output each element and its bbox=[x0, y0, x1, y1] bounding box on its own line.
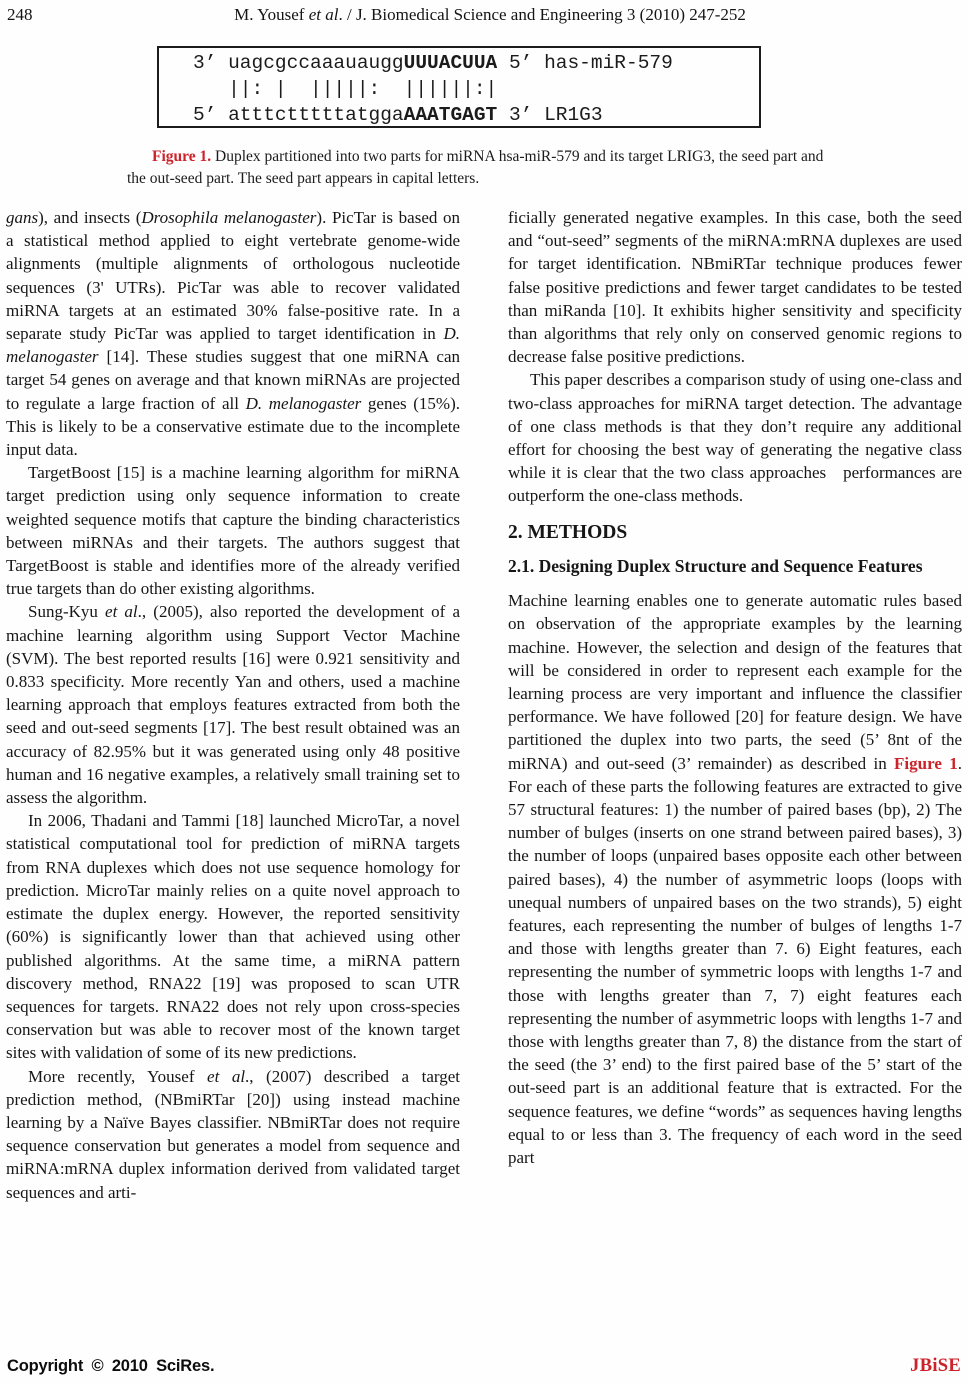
running-title bbox=[40, 5, 940, 25]
italic-text: D. melanogaster bbox=[6, 324, 460, 367]
alignment-line bbox=[193, 50, 759, 76]
body-column-right bbox=[508, 206, 962, 1169]
text-run: ., (2005), also reported the development of a machine learning algorithm using Support Vector Machine (SVM). The best reported results [16] were 0.921 sensitivity and 0.833 specificity. More recently Yan and others, used a machine learning approach that employs features extracted from both the seed and out-seed segments [17]. The best result obtained was an accuracy of 82.95% but it was generated using only 48 positive human and 16 negative examples, a relatively small training set to assess the algorithm. bbox=[6, 602, 460, 808]
footer-copyright: Copyright © 2010 SciRes. bbox=[7, 1357, 215, 1375]
text-run: ficially generated negative examples. In this case, both the seed and “out-seed” segments of the miRNA:mRNA duplexes are used for target identification. NBmiRTar technique produces fewer false positive predictions and fewer target candidates to be tested than miRanda [10]. It exhibits higher sensitivity and specificity than algorithms that rely only on conserved genomic regions to decrease false positive predictions. bbox=[508, 208, 962, 367]
text-run: TargetBoost [15] is a machine learning algorithm for miRNA target prediction using only sequence information to create weighted sequence motifs that capture the binding characteristics between miRNAs and their targets. The authors suggest that TargetBoost is stable and identifies more of the already verified true targets than do other existing algorithms. bbox=[6, 463, 460, 599]
body-column-left bbox=[6, 206, 460, 1204]
italic-text: et al bbox=[308, 5, 339, 24]
text-run: [14]. These studies suggest that one miRNA can target 54 genes on average and that known miRNAs are projected to regulate a large fraction of all bbox=[6, 347, 460, 413]
text-run: . For each of these parts the following features are extracted to give 57 structural features: 1) the number of paired bases (bp), 2) The number of bulges (inserts on one strand between paired bases), 3) the number of loops (unpaired bases opposite each other between paired bases), 4) the number of asymmetric loops (loops with unequal numbers of unpaired bases on the two strands), 5) eight features, each representing the number of bulges of lengths 1-7 and those with lengths greater than 7. 6) Eight features, each representing the number of symmetric loops with lengths 1-7 and those with lengths greater than 7, 7) eight features each representing the number of asymmetric loops with lengths 1-7 and those with lengths greater than 7, 8) the distance from the start of the seed (the 3’ end) to the first paired base of the 5’ start of the out-seed part is an additional feature that is extracted. For the sequence features, we define “words” as sequences having lengths equal to or less than 3. The frequency of each word in the seed part bbox=[508, 753, 962, 1168]
section-heading: 2. METHODS bbox=[508, 521, 628, 543]
paragraph bbox=[6, 1065, 460, 1204]
alignment-line bbox=[193, 76, 759, 102]
text-run: ||: | |||||: ||||||:| bbox=[193, 78, 498, 100]
paragraph bbox=[508, 368, 962, 507]
figure-reference: Figure 1. bbox=[152, 148, 212, 165]
text-run: ), and insects ( bbox=[38, 208, 142, 227]
text-run: Machine learning enables one to generate automatic rules based on observation of the appropriate examples by the learning machine. However, the selection and design of the features that will be considered in order to represent each example for the learning process are very important and influence the classifier performance. We have followed [20] for feature design. We have partitioned the duplex into two parts, the seed (5’ 8nt of the miRNA) and out-seed (3’ remainder) as described in bbox=[508, 591, 962, 773]
italic-text: Drosophila melanogaster bbox=[141, 208, 317, 227]
italic-text: et al bbox=[207, 1066, 246, 1086]
paragraph bbox=[6, 809, 460, 1064]
text-run: Duplex partitioned into two parts for miRNA hsa-miR-579 and its target LRIG3, the seed part and the out-seed part. The seed part appears in capital letters. bbox=[127, 148, 824, 187]
journal-logo: JBiSE bbox=[910, 1356, 961, 1376]
text-run: . / J. Biomedical Science and Engineering 3 (2010) 247-252 bbox=[338, 5, 746, 24]
text-run: 3’ LR1G3 bbox=[497, 104, 603, 126]
text-run: Sung-Kyu bbox=[28, 602, 106, 622]
italic-text: gans bbox=[6, 208, 39, 227]
seed-sequence: AAATGAGT bbox=[403, 104, 498, 126]
text-run: ). PicTar is based on a statistical method applied to eight vertebrate genome-wide alignments (multiple alignments of orthologous nucleotide sequences (3' UTRs). PicTar was able to recover validated miRNA targets at an estimated 30% false-positive rate. In a separate study PicTar was applied to target identification in bbox=[6, 208, 460, 344]
text-run: 3’ uagcgccaaauaugg bbox=[193, 52, 404, 74]
text-run: 5’ atttctttttatgga bbox=[193, 104, 404, 126]
italic-text: et al bbox=[105, 602, 138, 622]
text-run: This paper describes a comparison study of using one-class and two-class approaches for miRNA target detection. The advantage of one class methods is that they don’t require any additional effort for choosing the best way of generating the negative class while it is clear that the two class approaches performances are outperform the one-class methods. bbox=[508, 370, 962, 506]
text-run: M. Yousef bbox=[234, 5, 309, 24]
paragraph bbox=[6, 461, 460, 600]
paragraph bbox=[508, 589, 962, 1169]
italic-text: D. melanogaster bbox=[245, 393, 362, 413]
duplex-alignment bbox=[159, 48, 759, 128]
text-run: 5’ has-miR-579 bbox=[497, 52, 673, 74]
paragraph bbox=[508, 206, 962, 368]
figure-reference: Figure 1 bbox=[894, 753, 958, 773]
text-run: In 2006, Thadani and Tammi [18] launched MicroTar, a novel statistical computational tool for prediction of miRNA targets from RNA duplexes which does not use sequence homology for prediction. MicroTar mainly relies on a quite novel approach to estimate the duplex energy. However, the reported sensitivity (60%) is significantly lower than that achieved using other published algorithms. At the same time, a miRNA pattern discovery method, RNA22 [19] was proposed to scan UTR sequences for targets. RNA22 does not rely upon cross-species conservation but was able to recover most of the known target sites with validation of some of its new predictions. bbox=[6, 811, 460, 1063]
paragraph bbox=[6, 206, 460, 461]
subsection-heading: 2.1. Designing Duplex Structure and Sequence Features bbox=[508, 555, 923, 576]
text-run: ., (2007) described a target prediction method, (NBmiRTar [20]) using instead machine learning by a Naïve Bayes classifier. NBmiRTar does not require sequence conservation but generates a model from sequence and miRNA:mRNA duplex information derived from validated target sequences and arti- bbox=[6, 1066, 460, 1202]
alignment-line bbox=[193, 102, 759, 128]
paragraph bbox=[6, 600, 460, 809]
text-run: More recently, Yousef bbox=[28, 1066, 208, 1086]
figure-1-box bbox=[157, 46, 761, 128]
seed-sequence: UUUACUUA bbox=[403, 52, 498, 74]
figure-1-caption bbox=[127, 146, 841, 189]
page-number: 248 bbox=[7, 5, 33, 24]
text-run: genes (15%). This is likely to be a conservative estimate due to the incomplete input data. bbox=[6, 393, 460, 460]
